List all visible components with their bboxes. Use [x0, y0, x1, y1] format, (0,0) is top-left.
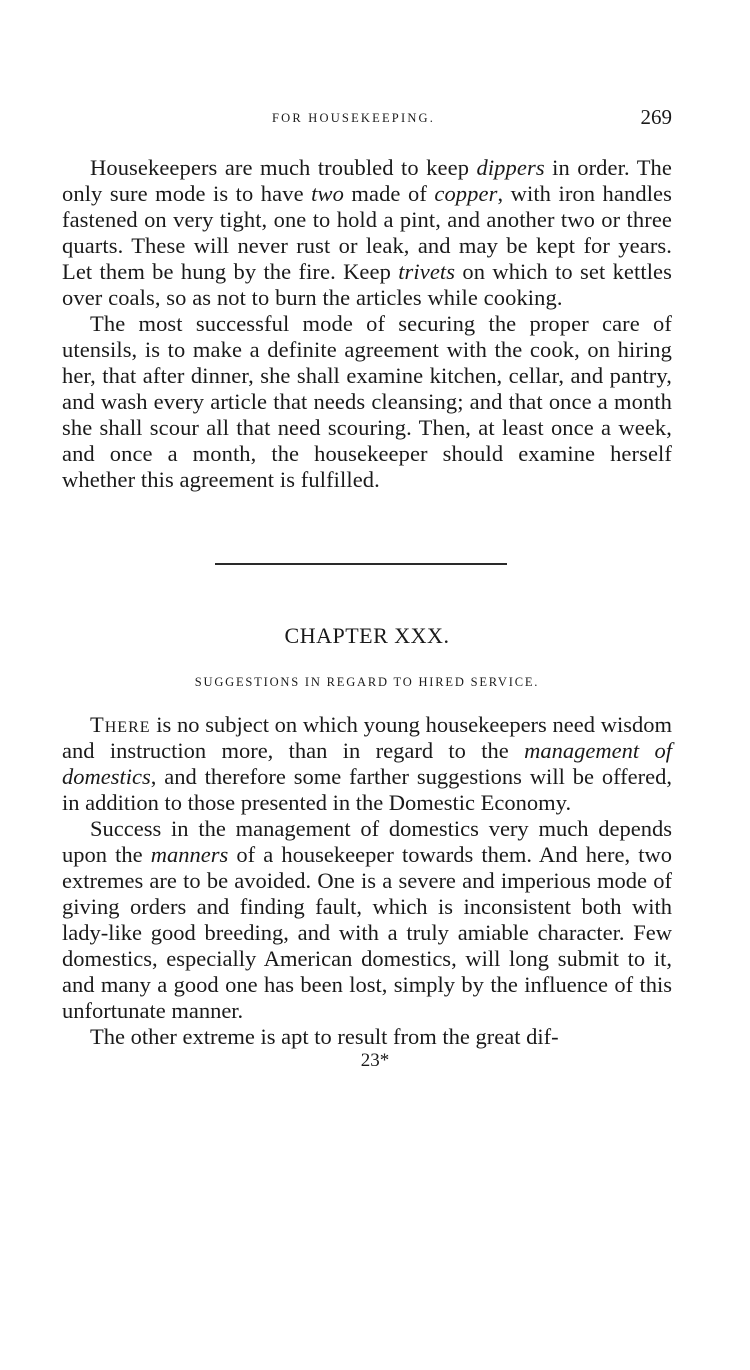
- italic-run: two: [311, 181, 344, 206]
- paragraph-utensils-care: The most successful mode of securing the proper care of utensils, is to make a definite agreement with the cook, on hiring her, that after dinner, she shall examine kitchen, cellar, and pantry, and wash every article that needs cleansing; and that once a month she shall scour all that need scouring. Then, at least once a week, and once a month, the housekeeper should examine herself whether this agreement is fulfilled.: [62, 311, 672, 492]
- italic-run: dippers: [476, 155, 545, 180]
- paragraph-dippers: [62, 155, 672, 311]
- italic-run: copper: [434, 181, 498, 206]
- text-run: is no subject on which young housekeepers need wisdom and instruction more, than in regard to the: [62, 712, 672, 763]
- text-run: made of: [343, 181, 435, 206]
- paragraph-no-subject: [62, 712, 672, 816]
- signature-mark: 23*: [360, 1050, 390, 1071]
- chapter-title: CHAPTER XXX.: [284, 623, 450, 648]
- section-hired-service: [62, 712, 672, 1050]
- paragraph-other-extreme: The other extreme is apt to result from the great dif-: [90, 1024, 559, 1049]
- text-run: on which to set kettles over coals, so as not to burn the articles while cooking.: [62, 259, 673, 310]
- section-divider: [215, 563, 507, 565]
- lead-word: There: [90, 712, 151, 737]
- italic-run: management of domestics: [62, 738, 672, 789]
- running-head: FOR HOUSEKEEPING.: [272, 111, 436, 125]
- text-run: Success in the management of domestics very much depends upon the: [62, 816, 672, 867]
- chapter-subtitle: SUGGESTIONS IN REGARD TO HIRED SERVICE.: [194, 675, 540, 689]
- page-header: [62, 105, 672, 135]
- section-housekeeping-utensils: [62, 155, 672, 493]
- italic-run: trivets: [398, 259, 456, 284]
- page-number: 269: [640, 105, 672, 129]
- text-run: Housekeepers are much troubled to keep: [90, 155, 477, 180]
- book-page: [62, 105, 672, 1072]
- italic-run: manners: [150, 842, 229, 867]
- paragraph-success-manners: [62, 816, 672, 1024]
- text-run: , and therefore some farther suggestions will be offered, in addition to those presented in the Domestic Economy.: [62, 764, 672, 815]
- text-run: , with iron handles fastened on very tight, one to hold a pint, and another two or three quarts. These will never rust or leak, and may be kept for years. Let them be hung by the fire. Keep: [62, 181, 672, 284]
- text-run: of a housekeeper towards them. And here, two extremes are to be avoided. One is a severe and imperious mode of giving orders and finding fault, which is inconsistent both with lady-like good breeding, and with a truly amiable character. Few domestics, especially American domestics, will long submit to it, and many a good one has been lost, simply by the influence of this unfortunate manner.: [62, 842, 672, 1023]
- text-run: in order. The only sure mode is to have: [62, 155, 672, 206]
